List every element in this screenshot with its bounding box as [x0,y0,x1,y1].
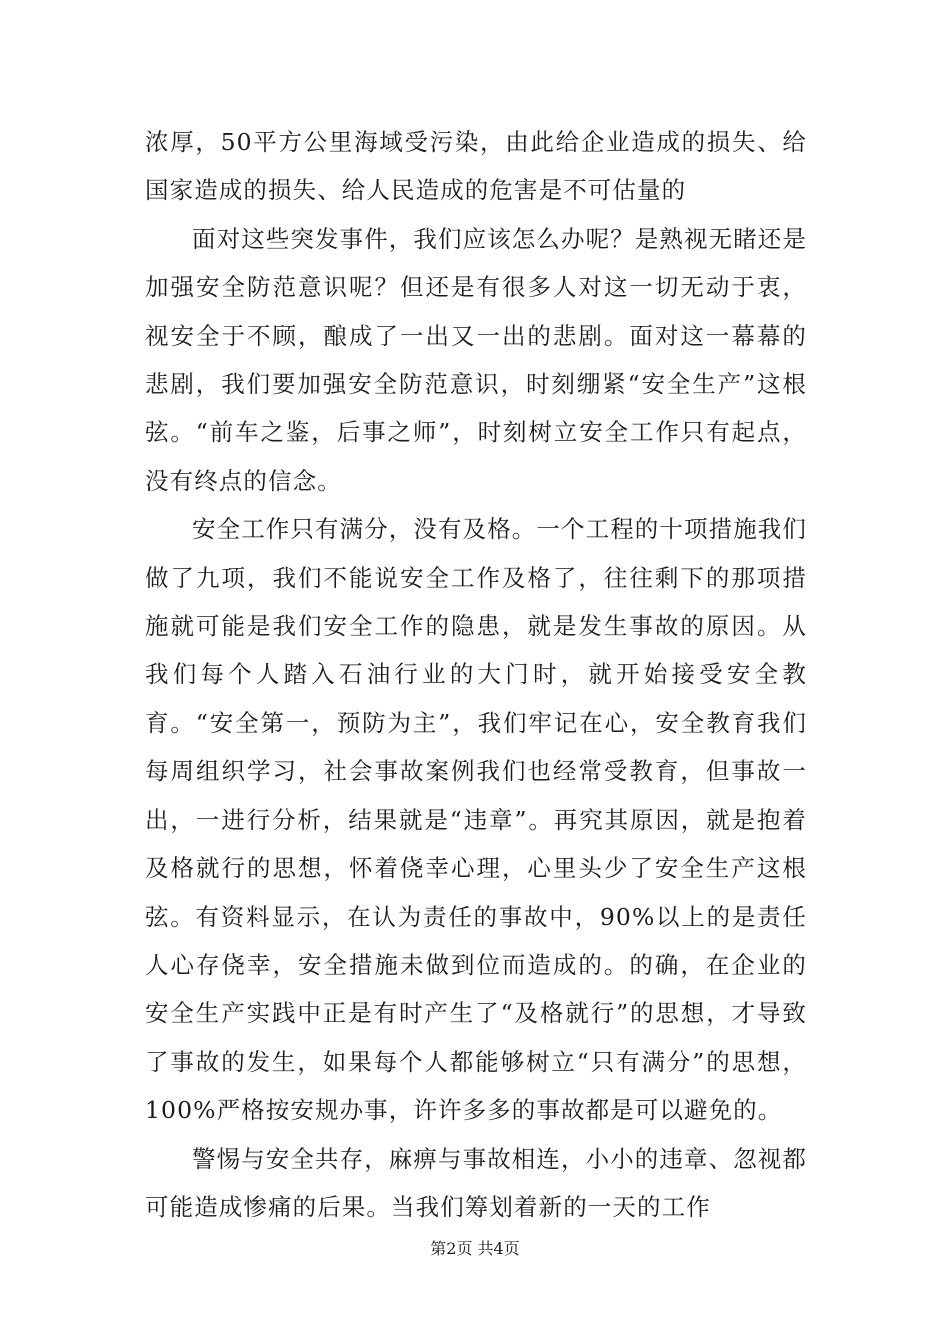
paragraph-continuation: 浓厚，50平方公里海域受污染，由此给企业造成的损失、给国家造成的损失、给人民造成的危害是不可估量的 [145,128,807,205]
page-number-footer: 第2页 共4页 [430,1239,520,1258]
paragraph-response: 面对这些突发事件，我们应该怎么办呢？是熟视无睹还是加强安全防范意识呢？但还是有很多人对这一切无动于衷，视安全于不顾，酿成了一出又一出的悲剧。面对这一幕幕的悲剧，我们要加强安全防范意识，时刻绷紧“安全生产”这根弦。“前车之鉴，后事之师”，时刻树立安全工作只有起点，没有终点的信念。 [145,224,807,495]
document-body [145,118,807,1231]
paragraph-full-score: 安全工作只有满分，没有及格。一个工程的十项措施我们做了九项，我们不能说安全工作及格了，往往剩下的那项措施就可能是我们安全工作的隐患，就是发生事故的原因。从我们每个人踏入石油行业的大门时，就开始接受安全教育。“安全第一，预防为主”，我们牢记在心，安全教育我们每周组织学习，社会事故案例我们也经常受教育，但事故一出，一进行分析，结果就是“违章”。再究其原因，就是抱着及格就行的思想，怀着侥幸心理，心里头少了安全生产这根弦。有资料显示，在认为责任的事故中，90%以上的是责任人心存侥幸，安全措施未做到位而造成的。的确，在企业的安全生产实践中正是有时产生了“及格就行”的思想，才导致了事故的发生，如果每个人都能够树立“只有满分”的思想，100%严格按安规办事，许许多多的事故都是可以避免的。 [145,515,807,1125]
paragraph-vigilance: 警惕与安全共存，麻痹与事故相连，小小的违章、忽视都可能造成惨痛的后果。当我们筹划着新的一天的工作 [145,1144,807,1221]
